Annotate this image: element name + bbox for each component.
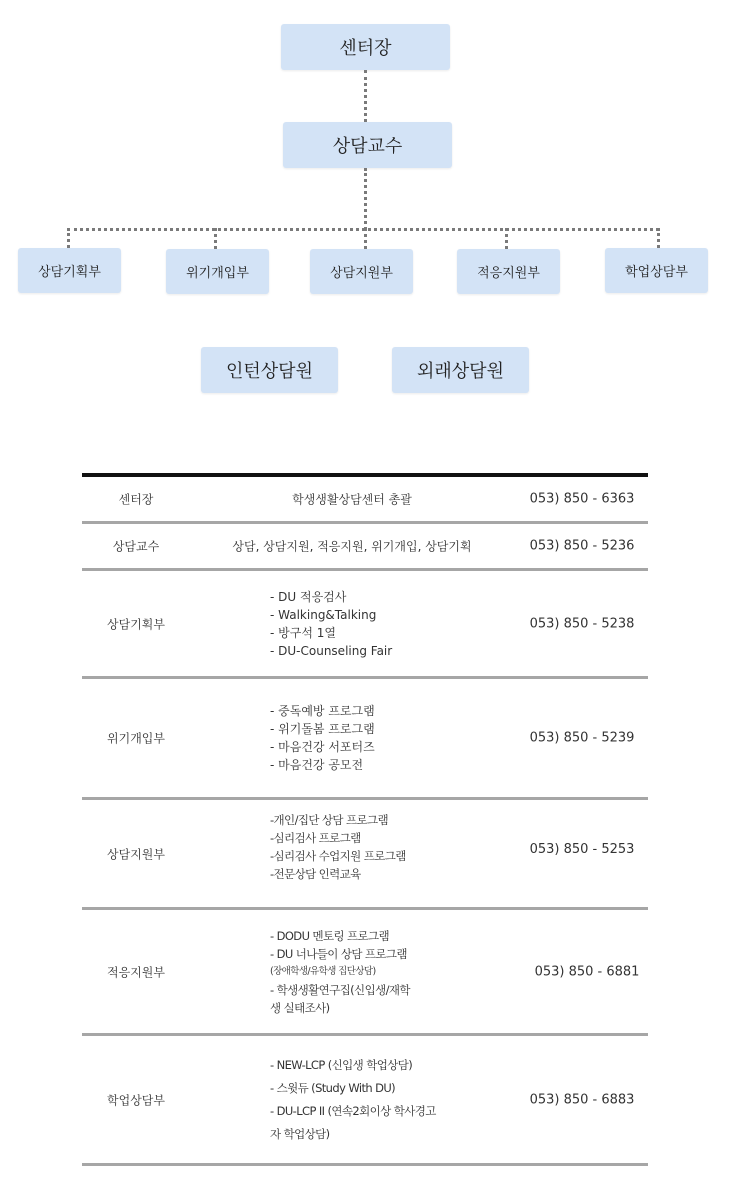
duty-item: - DODU 멘토링 프로그램	[270, 928, 390, 943]
table-row	[82, 524, 648, 571]
row-phone: 053) 850 - 5238	[529, 616, 635, 631]
duty-item: - 학생생활연구집(신입생/재학	[270, 982, 410, 997]
row-dept: 적응지원부	[107, 965, 165, 979]
duty-item: - 마음건강 공모전	[270, 758, 364, 772]
row-duty: 상담, 상담지원, 적응지원, 위기개입, 상담기획	[232, 539, 472, 554]
table-row	[82, 800, 648, 910]
connector-director-professor	[364, 70, 367, 122]
row-duties	[270, 927, 410, 1017]
duty-item: - 마음건강 서포터즈	[270, 740, 375, 754]
duty-item: - DU 적응검사	[270, 589, 347, 604]
row-phone: 053) 850 - 5236	[529, 538, 635, 554]
duty-item: (장애학생/유학생 집단상담)	[270, 965, 376, 977]
duty-item: - Walking&Talking	[270, 607, 377, 622]
dept-box-adaptation: 적응지원부	[457, 249, 560, 294]
duty-item: - DU-LCP II (연속2회이상 학사경고	[270, 1103, 436, 1118]
row-phone: 053) 850 - 5239	[529, 730, 635, 746]
director-box: 센터장	[281, 24, 450, 70]
duty-item: - DU-Counseling Fair	[270, 643, 393, 658]
duty-item: 생 실태조사)	[270, 1000, 330, 1015]
connector-horizontal-branch	[67, 228, 659, 231]
row-phone: 053) 850 - 6363	[529, 491, 635, 507]
row-dept: 상담지원부	[107, 847, 165, 861]
row-dept: 위기개입부	[107, 731, 165, 746]
department-table	[82, 473, 648, 1166]
row-dept: 센터장	[118, 492, 154, 507]
row-dept: 학업상담부	[107, 1093, 165, 1107]
external-counselor-box: 외래상담원	[392, 347, 529, 393]
row-phone: 053) 850 - 5253	[529, 841, 635, 857]
row-duties	[270, 702, 375, 774]
row-dept: 상담교수	[112, 539, 160, 554]
duty-item: 자 학업상담)	[270, 1126, 330, 1141]
connector-dept-5	[657, 228, 660, 248]
connector-dept-3	[364, 228, 367, 249]
dept-box-planning: 상담기획부	[18, 248, 121, 293]
table-row	[82, 477, 648, 524]
duty-item: -심리검사 수업지원 프로그램	[270, 848, 406, 863]
duty-item: - 방구석 1열	[270, 625, 336, 640]
connector-dept-2	[214, 228, 217, 249]
duty-item: - DU 너나들이 상담 프로그램	[270, 946, 407, 961]
table-row	[82, 910, 648, 1036]
duty-item: - 위기돌봄 프로그램	[270, 722, 375, 736]
row-duty: 학생생활상담센터 총괄	[292, 492, 412, 507]
table-row	[82, 1036, 648, 1166]
duty-item: -심리검사 프로그램	[270, 830, 361, 845]
connector-dept-1	[67, 228, 70, 248]
duty-item: -개인/집단 상담 프로그램	[270, 812, 389, 827]
table-row	[82, 679, 648, 800]
duty-item: - 스윗듀 (Study With DU)	[270, 1080, 396, 1095]
row-duties	[270, 810, 406, 882]
duty-item: - 중독예방 프로그램	[270, 704, 375, 718]
intern-counselor-box: 인턴상담원	[201, 347, 338, 393]
row-phone: 053) 850 - 6881	[534, 964, 640, 979]
row-dept: 상담기획부	[107, 617, 165, 631]
duty-item: -전문상담 인력교육	[270, 866, 361, 881]
row-duties	[270, 588, 392, 660]
dept-box-academic: 학업상담부	[605, 248, 708, 293]
dept-box-crisis: 위기개입부	[166, 249, 269, 294]
connector-dept-4	[505, 228, 508, 249]
professor-box: 상담교수	[283, 122, 452, 168]
connector-professor-branch	[364, 168, 367, 230]
table-row	[82, 571, 648, 679]
duty-item: - NEW-LCP (신입생 학업상담)	[270, 1057, 413, 1072]
row-duties	[270, 1054, 436, 1146]
row-phone: 053) 850 - 6883	[529, 1092, 635, 1107]
dept-box-support: 상담지원부	[310, 249, 413, 294]
